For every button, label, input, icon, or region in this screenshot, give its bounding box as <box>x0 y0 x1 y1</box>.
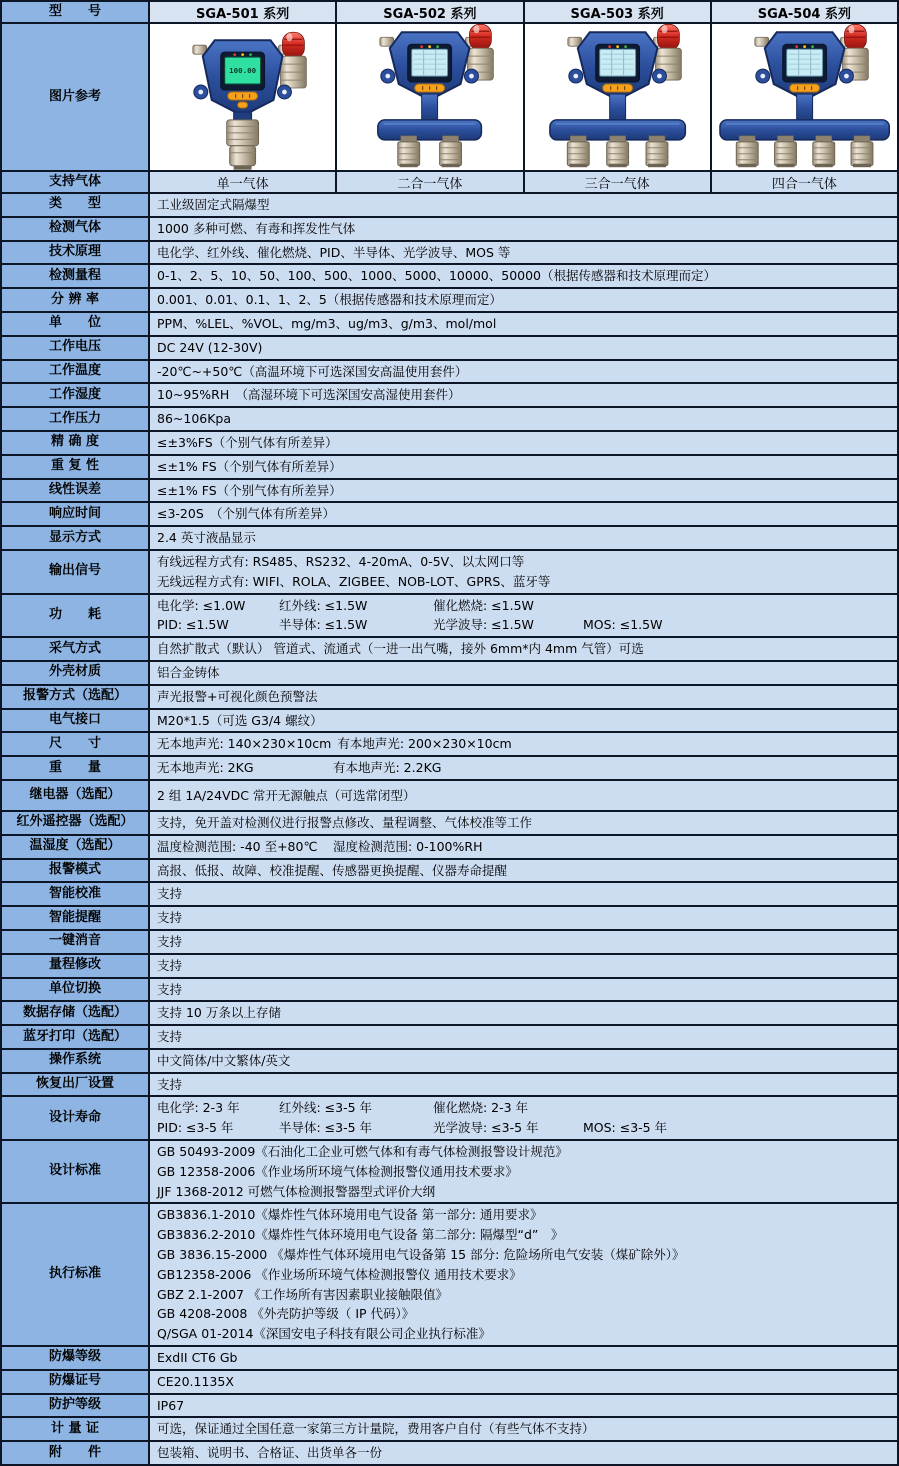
spec-row <box>2 240 897 264</box>
spec-row <box>2 881 897 905</box>
spec-value: 温度检测范围: -40 至+80℃ 湿度检测范围: 0-100%RH <box>150 836 897 858</box>
spec-label: 报警模式 <box>2 860 150 882</box>
spec-label: 智能校准 <box>2 883 150 905</box>
spec-value: 0.001、0.01、0.1、1、2、5（根据传感器和技术原理而定） <box>150 289 897 311</box>
spec-row <box>2 953 897 977</box>
spec-value: 10~95%RH （高湿环境下可选深国安高湿使用套件） <box>150 384 897 406</box>
spec-value: 电化学: 2-3 年 红外线: ≤3-5 年 催化燃烧: 2-3 年 PID: ≤3-5 年 半导体: ≤3-5 年 光学波导: ≤3-5 年 MOS: ≤3-5 年 <box>150 1097 897 1139</box>
spec-row <box>2 1048 897 1072</box>
spec-label: 计 量 证 <box>2 1418 150 1440</box>
spec-rows-container <box>2 192 897 1464</box>
spec-label: 工作电压 <box>2 337 150 359</box>
gas-cells <box>150 172 897 192</box>
spec-value: 1000 多种可燃、有毒和挥发性气体 <box>150 218 897 240</box>
spec-value: GB 50493-2009《石油化工企业可燃气体和有毒气体检测报警设计规范》 GB 12358-2006《作业场所环境气体检测报警仪通用技术要求》 JJF 1368-2012 可燃气体检测报警器型式评价大纲 <box>150 1141 897 1202</box>
spec-value: 可选，保证通过全国任意一家第三方计量院，费用客户自付（有些气体不支持） <box>150 1418 897 1440</box>
spec-row <box>2 1024 897 1048</box>
spec-row <box>2 905 897 929</box>
spec-row <box>2 1440 897 1464</box>
spec-label: 红外遥控器（选配） <box>2 812 150 834</box>
spec-value: GB3836.1-2010《爆炸性气体环境用电气设备 第一部分: 通用要求》 GB3836.2-2010《爆炸性气体环境用电气设备 第二部分: 隔爆型“d” 》 GB 3836.15-2000 《爆炸性气体环境用电气设备第 15 部分: 危险场所电气安装（煤矿除外）》 GB12358-2006 《作业场所环境气体检测报警仪 通用技术要求》 GBZ 2.1-2007 《工作场所有害因素职业接触限值》 GB 4208-2008 《外壳防护等级（ IP 代码）》 Q/SGA 01-2014《深国安电子科技有限公司企业执行标准》 <box>150 1204 897 1345</box>
spec-value: ≤3-20S （个别气体有所差异） <box>150 503 897 525</box>
spec-label: 采气方式 <box>2 638 150 660</box>
spec-label: 数据存储（选配） <box>2 1002 150 1024</box>
spec-row <box>2 810 897 834</box>
spec-label: 精 确 度 <box>2 432 150 454</box>
spec-value: ≤±3%FS（个别气体有所差异） <box>150 432 897 454</box>
spec-value: 2.4 英寸液晶显示 <box>150 527 897 549</box>
spec-label: 功 耗 <box>2 595 150 637</box>
spec-value: ≤±1% FS（个别气体有所差异） <box>150 480 897 502</box>
spec-value: 支持 10 万条以上存储 <box>150 1002 897 1024</box>
spec-label: 单位切换 <box>2 979 150 1001</box>
gas-row-label-cell <box>2 172 150 192</box>
spec-label: 执行标准 <box>2 1204 150 1345</box>
spec-value: 支持 <box>150 931 897 953</box>
spec-row <box>2 1369 897 1393</box>
spec-label: 设计寿命 <box>2 1097 150 1139</box>
spec-label: 线性误差 <box>2 480 150 502</box>
spec-row <box>2 1095 897 1139</box>
spec-label: 附 件 <box>2 1442 150 1464</box>
spec-row <box>2 1416 897 1440</box>
product-image-row <box>2 22 897 170</box>
spec-label: 防爆证号 <box>2 1371 150 1393</box>
spec-label: 工作压力 <box>2 408 150 430</box>
table-header-row <box>2 2 897 22</box>
spec-row <box>2 1072 897 1096</box>
spec-row <box>2 684 897 708</box>
spec-value: 无本地声光: 140×230×10cm 有本地声光: 200×230×10cm <box>150 733 897 755</box>
product-image-sga-501-detector-icon <box>150 24 337 170</box>
gas-cell-sga-503: 三合一气体 <box>525 172 712 192</box>
spec-row <box>2 478 897 502</box>
spec-label: 温湿度（选配） <box>2 836 150 858</box>
spec-row <box>2 1345 897 1369</box>
spec-row <box>2 430 897 454</box>
spec-row <box>2 335 897 359</box>
model-header-sga-503: SGA-503 系列 <box>525 2 712 22</box>
spec-value: 支持 <box>150 1026 897 1048</box>
header-label-cell <box>2 2 150 22</box>
spec-label: 检测气体 <box>2 218 150 240</box>
spec-label: 重 量 <box>2 757 150 779</box>
spec-row <box>2 977 897 1001</box>
spec-label: 分 辨 率 <box>2 289 150 311</box>
spec-label: 量程修改 <box>2 955 150 977</box>
spec-value: 铝合金铸体 <box>150 662 897 684</box>
spec-row <box>2 406 897 430</box>
spec-label: 电气接口 <box>2 710 150 732</box>
spec-value: CE20.1135X <box>150 1371 897 1393</box>
spec-row <box>2 311 897 335</box>
spec-label: 蓝牙打印（选配） <box>2 1026 150 1048</box>
spec-row <box>2 834 897 858</box>
product-image-sga-503-detector-icon <box>525 24 712 170</box>
spec-label: 恢复出厂设置 <box>2 1074 150 1096</box>
spec-row <box>2 1139 897 1202</box>
spec-value: 0-1、2、5、10、50、100、500、1000、5000、10000、50000（根据传感器和技术原理而定） <box>150 265 897 287</box>
gas-row-label: 支持气体 <box>48 173 101 189</box>
spec-value: 工业级固定式隔爆型 <box>150 194 897 216</box>
spec-value: 无本地声光: 2KG 有本地声光: 2.2KG <box>150 757 897 779</box>
spec-label: 工作温度 <box>2 361 150 383</box>
spec-value: 声光报警+可视化颜色预警法 <box>150 686 897 708</box>
spec-label: 显示方式 <box>2 527 150 549</box>
header-model-cells <box>150 2 897 22</box>
image-row-label: 图片参考 <box>48 88 101 104</box>
gas-cell-sga-504: 四合一气体 <box>712 172 897 192</box>
spec-label: 工作湿度 <box>2 384 150 406</box>
spec-row <box>2 660 897 684</box>
spec-label: 单 位 <box>2 313 150 335</box>
spec-row <box>2 549 897 593</box>
spec-value: IP67 <box>150 1395 897 1417</box>
svg-text:100.00: 100.00 <box>229 66 257 76</box>
model-header-sga-501: SGA-501 系列 <box>150 2 337 22</box>
spec-label: 防爆等级 <box>2 1347 150 1369</box>
spec-row <box>2 382 897 406</box>
spec-row <box>2 1202 897 1345</box>
spec-value: 包装箱、说明书、合格证、出货单各一份 <box>150 1442 897 1464</box>
spec-value: 86~106Kpa <box>150 408 897 430</box>
spec-label: 类 型 <box>2 194 150 216</box>
gas-cell-sga-501: 单一气体 <box>150 172 337 192</box>
spec-value: ExdII CT6 Gb <box>150 1347 897 1369</box>
spec-value: 有线远程方式有: RS485、RS232、4-20mA、0-5V、以太网口等 无线远程方式有: WIFI、ROLA、ZIGBEE、NOB-LOT、GPRS、蓝牙等 <box>150 551 897 593</box>
spec-value: 支持 <box>150 883 897 905</box>
spec-row <box>2 755 897 779</box>
spec-row <box>2 454 897 478</box>
spec-value: 电化学、红外线、催化燃烧、PID、半导体、光学波导、MOS 等 <box>150 242 897 264</box>
spec-row <box>2 525 897 549</box>
spec-value: 2 组 1A/24VDC 常开无源触点（可选常闭型） <box>150 781 897 810</box>
spec-value: 支持 <box>150 907 897 929</box>
spec-row <box>2 929 897 953</box>
spec-row <box>2 501 897 525</box>
spec-row <box>2 858 897 882</box>
spec-value: 支持 <box>150 979 897 1001</box>
spec-label: 报警方式（选配） <box>2 686 150 708</box>
spec-row <box>2 359 897 383</box>
spec-value: DC 24V (12-30V) <box>150 337 897 359</box>
spec-value: 支持 <box>150 955 897 977</box>
product-image-cells <box>150 24 897 170</box>
spec-label: 尺 寸 <box>2 733 150 755</box>
spec-label: 操作系统 <box>2 1050 150 1072</box>
spec-row <box>2 1000 897 1024</box>
spec-value: PPM、%LEL、%VOL、mg/m3、ug/m3、g/m3、mol/mol <box>150 313 897 335</box>
spec-row <box>2 636 897 660</box>
spec-label: 重 复 性 <box>2 456 150 478</box>
spec-row <box>2 708 897 732</box>
spec-value: M20*1.5（可选 G3/4 螺纹） <box>150 710 897 732</box>
spec-label: 输出信号 <box>2 551 150 593</box>
spec-label: 一键消音 <box>2 931 150 953</box>
spec-row <box>2 287 897 311</box>
image-row-label-cell <box>2 24 150 170</box>
product-image-sga-504-detector-icon <box>712 24 897 170</box>
spec-value: 支持，免开盖对检测仪进行报警点修改、量程调整、气体校准等工作 <box>150 812 897 834</box>
spec-label: 外壳材质 <box>2 662 150 684</box>
model-header-sga-504: SGA-504 系列 <box>712 2 897 22</box>
spec-label: 响应时间 <box>2 503 150 525</box>
spec-value: 自然扩散式（默认） 管道式、流通式（一进一出气嘴，接外 6mm*内 4mm 气管）可选 <box>150 638 897 660</box>
spec-value: 支持 <box>150 1074 897 1096</box>
spec-row <box>2 593 897 637</box>
spec-label: 智能提醒 <box>2 907 150 929</box>
spec-row <box>2 263 897 287</box>
header-label: 型 号 <box>48 3 101 19</box>
gas-cell-sga-502: 二合一气体 <box>337 172 524 192</box>
product-image-sga-502-detector-icon <box>337 24 524 170</box>
spec-row <box>2 1393 897 1417</box>
spec-label: 继电器（选配） <box>2 781 150 810</box>
spec-row <box>2 216 897 240</box>
spec-value: -20℃~+50℃（高温环境下可选深国安高温使用套件） <box>150 361 897 383</box>
supported-gas-row <box>2 170 897 192</box>
spec-label: 检测量程 <box>2 265 150 287</box>
spec-value: 电化学: ≤1.0W 红外线: ≤1.5W 催化燃烧: ≤1.5W PID: ≤1.5W 半导体: ≤1.5W 光学波导: ≤1.5W MOS: ≤1.5W <box>150 595 897 637</box>
spec-row <box>2 192 897 216</box>
spec-row <box>2 779 897 810</box>
spec-value: 中文简体/中文繁体/英文 <box>150 1050 897 1072</box>
spec-value: ≤±1% FS（个别气体有所差异） <box>150 456 897 478</box>
spec-label: 设计标准 <box>2 1141 150 1202</box>
spec-row <box>2 731 897 755</box>
spec-value: 高报、低报、故障、校准提醒、传感器更换提醒、仪器寿命提醒 <box>150 860 897 882</box>
spec-label: 技术原理 <box>2 242 150 264</box>
model-header-sga-502: SGA-502 系列 <box>337 2 524 22</box>
spec-label: 防护等级 <box>2 1395 150 1417</box>
